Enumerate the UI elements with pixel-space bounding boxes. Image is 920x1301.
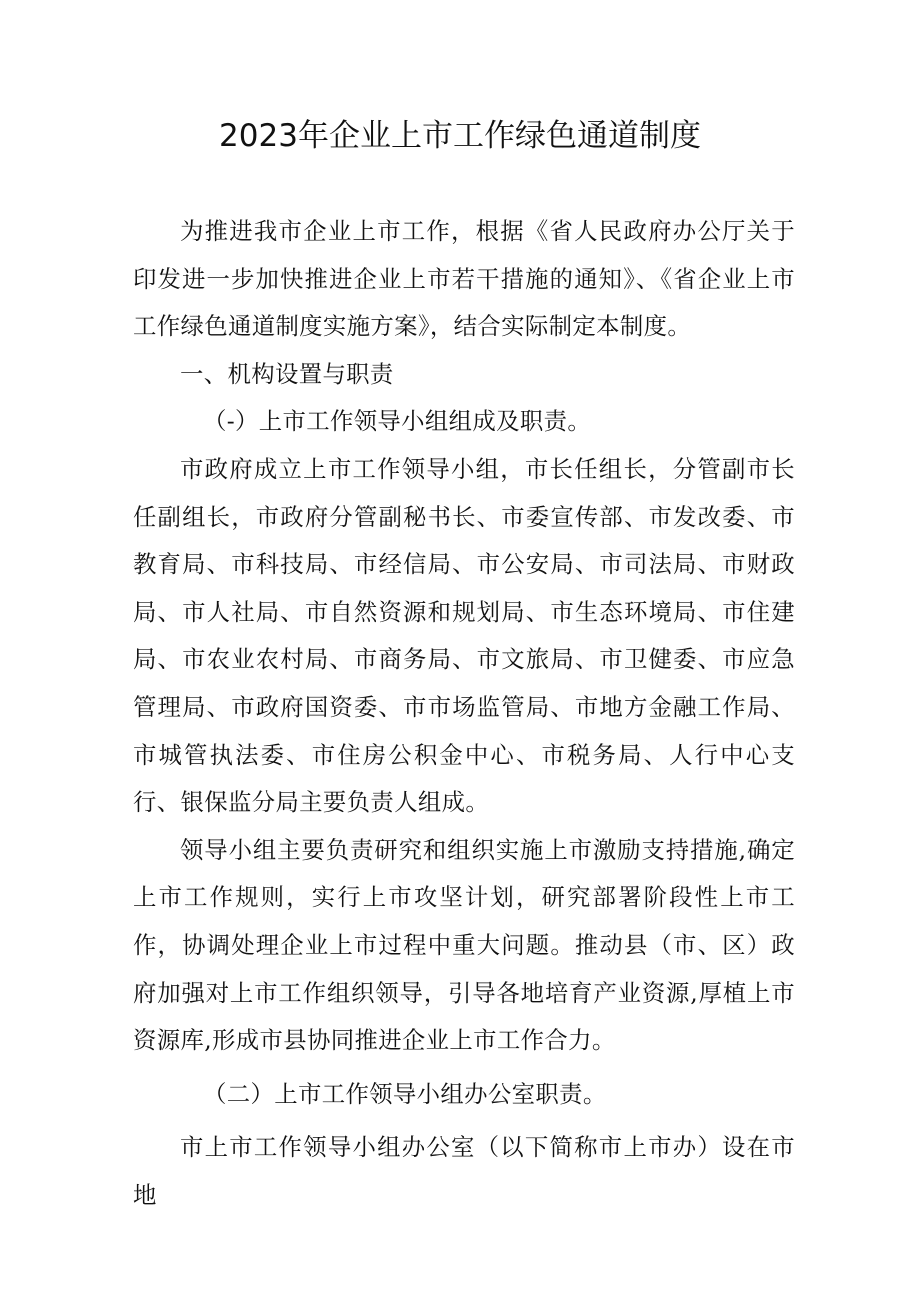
- subsection-heading-1: （-）上市工作领导小组组成及职责。: [203, 407, 592, 436]
- document-body: [133, 208, 795, 1219]
- document-title: 2023年企业上市工作绿色通道制度: [219, 118, 701, 154]
- leadership-composition-paragraph: 市政府成立上市工作领导小组，市长任组长，分管副市长任副组长，市政府分管副秘书长、市委宣传部、市发改委、市教育局、市科技局、市经信局、市公安局、市司法局、市财政局、市人社局、市自然资源和规划局、市生态环境局、市住建局、市农业农村局、市商务局、市文旅局、市卫健委、市应急管理局、市政府国资委、市市场监管局、市地方金融工作局、市城管执法委、市住房公积金中心、市税务局、人行中心支行、银保监分局主要负责人组成。: [133, 454, 795, 817]
- leadership-duties-paragraph: 领导小组主要负责研究和组织实施上市激励支持措施,确定上市工作规则，实行上市攻坚计划，研究部署阶段性上市工作，协调处理企业上市过程中重大问题。推动县（市、区）政府加强对上市工作组织领导，引导各地培育产业资源,厚植上市资源库,形成市县协同推进企业上市工作合力。: [133, 835, 795, 1055]
- office-paragraph: 市上市工作领导小组办公室（以下简称市上市办）设在市地: [133, 1133, 795, 1209]
- intro-paragraph: 为推进我市企业上市工作，根据《省人民政府办公厅关于印发进一步加快推进企业上市若干措施的通知》、《省企业上市工作绿色通道制度实施方案》，结合实际制定本制度。: [133, 217, 795, 341]
- section-heading-1: 一、机构设置与职责: [180, 359, 394, 388]
- subsection-heading-2: （二）上市工作领导小组办公室职责。: [203, 1079, 607, 1108]
